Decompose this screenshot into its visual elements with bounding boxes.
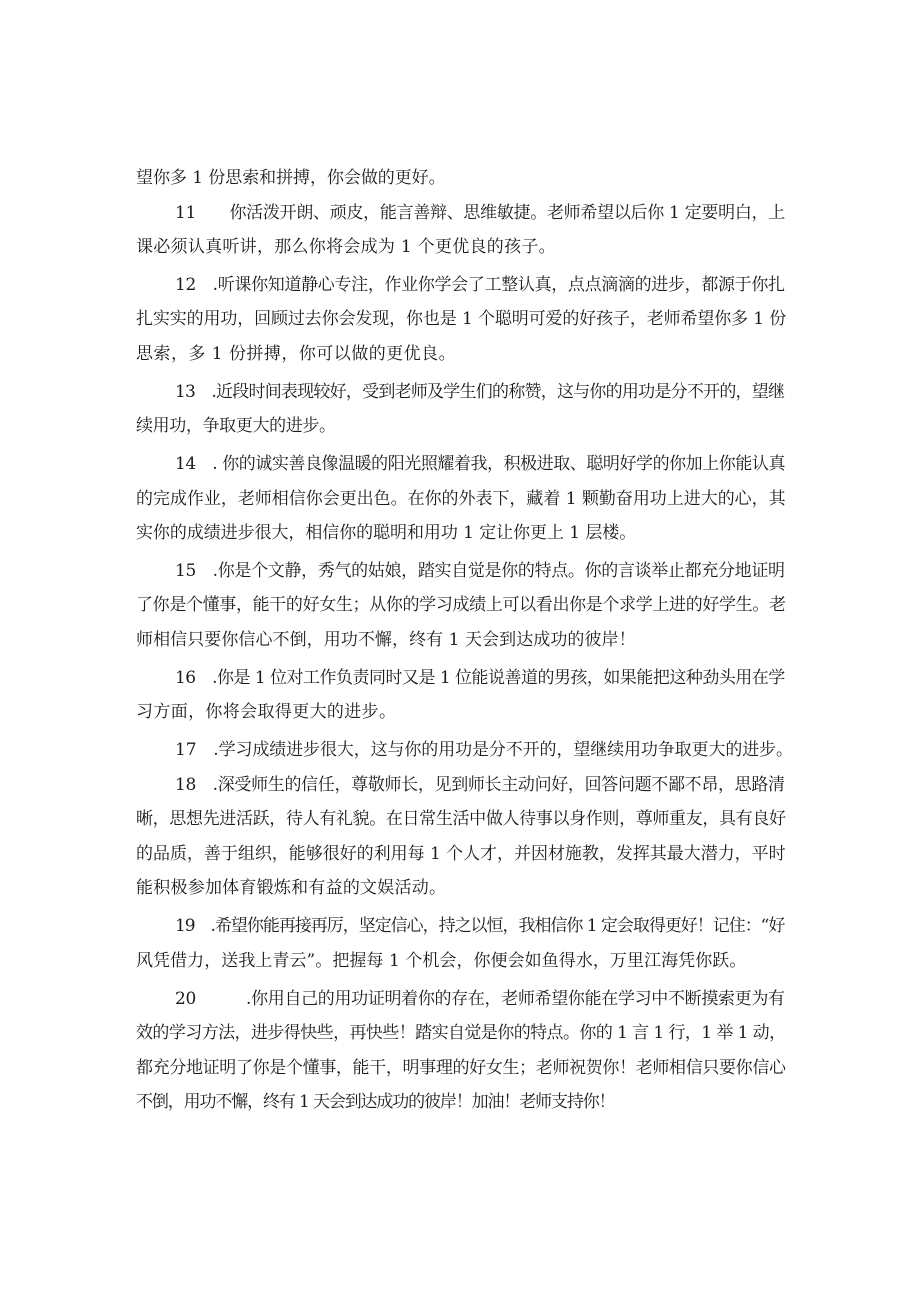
comment-15-line-3: 师相信只要你信心不倒，用功不懈，终有 1 天会到达成功的彼岸！	[136, 630, 636, 650]
comment-12-line-3: 思索，多 1 份拼搏，你可以做的更优良。	[136, 344, 457, 364]
comment-14-line-2: 的完成作业，老师相信你会更出色。在你的外表下，藏着 1 颗勤奋用功上进大的心，其	[136, 489, 786, 509]
comment-18-line-3: 的品质，善于组织，能够很好的利用每 1 个人才，并因材施教，发挥其最大潜力，平时	[136, 844, 786, 864]
comment-13-line-2: 续用功，争取更大的进步。	[136, 416, 336, 436]
comment-13-line-1: 13 .近段时间表现较好，受到老师及学生们的称赞，这与你的用功是分不开的，望继	[175, 382, 785, 402]
comment-19-line-1: 19 .希望你能再接再厉，坚定信心，持之以恒，我相信你 1 定会取得更好！记住：“好	[175, 916, 785, 936]
comment-20-line-1: 20 .你用自己的用功证明着你的存在，老师希望你能在学习中不断摸索更为有	[175, 989, 785, 1009]
comment-15-line-2: 了你是个懂事，能干的好女生；从你的学习成绩上可以看出你是个求学上进的好学生。老	[136, 595, 786, 615]
comment-20-line-3: 都充分地证明了你是个懂事，能干，明事理的好女生；老师祝贺你！老师相信只要你信心	[136, 1058, 786, 1078]
comment-20-line-4: 不倒，用功不懈，终有 1 天会到达成功的彼岸！加油！老师支持你！	[136, 1092, 615, 1112]
comment-16-line-2: 习方面，你将会取得更大的进步。	[136, 702, 397, 722]
line-continuation: 望你多 1 份思索和拼搏，你会做的更好。	[136, 168, 446, 188]
comment-20-line-2: 效的学习方法，进步得快些，再快些！踏实自觉是你的特点。你的 1 言 1 行，1 举 1 动，	[136, 1023, 786, 1043]
comment-12-line-2: 扎实实的用功，回顾过去你会发现，你也是 1 个聪明可爱的好孩子，老师希望你多 1 份	[136, 309, 787, 329]
comment-18-line-4: 能积极参加体育锻炼和有益的文娱活动。	[136, 878, 447, 898]
comment-19-line-2: 风凭借力，送我上青云”。把握每 1 个机会，你便会如鱼得水，万里江海凭你跃。	[136, 951, 747, 971]
comment-18-line-2: 晰，思想先进活跃，待人有礼貌。在日常生活中做人待事以身作则，尊师重友，具有良好	[136, 809, 786, 829]
comment-12-line-1: 12 .听课你知道静心专注，作业你学会了工整认真，点点滴滴的进步，都源于你扎	[175, 275, 785, 295]
comment-11-line-1: 11 你活泼开朗、顽皮，能言善辩、思维敏捷。老师希望以后你 1 定要明白，上	[175, 203, 785, 223]
comment-18-line-1: 18 .深受师生的信任，尊敬师长，见到师长主动问好，回答问题不鄙不昂，思路清	[175, 775, 785, 795]
comment-17-line-1: 17 .学习成绩进步很大，这与你的用功是分不开的，望继续用功争取更大的进步。	[175, 740, 793, 760]
comment-11-line-2: 课必须认真听讲，那么你将会成为 1 个更优良的孩子。	[136, 237, 556, 257]
comment-16-line-1: 16 .你是 1 位对工作负责同时又是 1 位能说善道的男孩，如果能把这种劲头用在学	[175, 668, 785, 688]
comment-14-line-1: 14 . 你的诚实善良像温暖的阳光照耀着我，积极进取、聪明好学的你加上你能认真	[175, 454, 785, 474]
comment-14-line-3: 实你的成绩进步很大，相信你的聪明和用功 1 定让你更上 1 层楼。	[136, 523, 637, 543]
comment-15-line-1: 15 .你是个文静，秀气的姑娘，踏实自觉是你的特点。你的言谈举止都充分地证明	[175, 561, 785, 581]
